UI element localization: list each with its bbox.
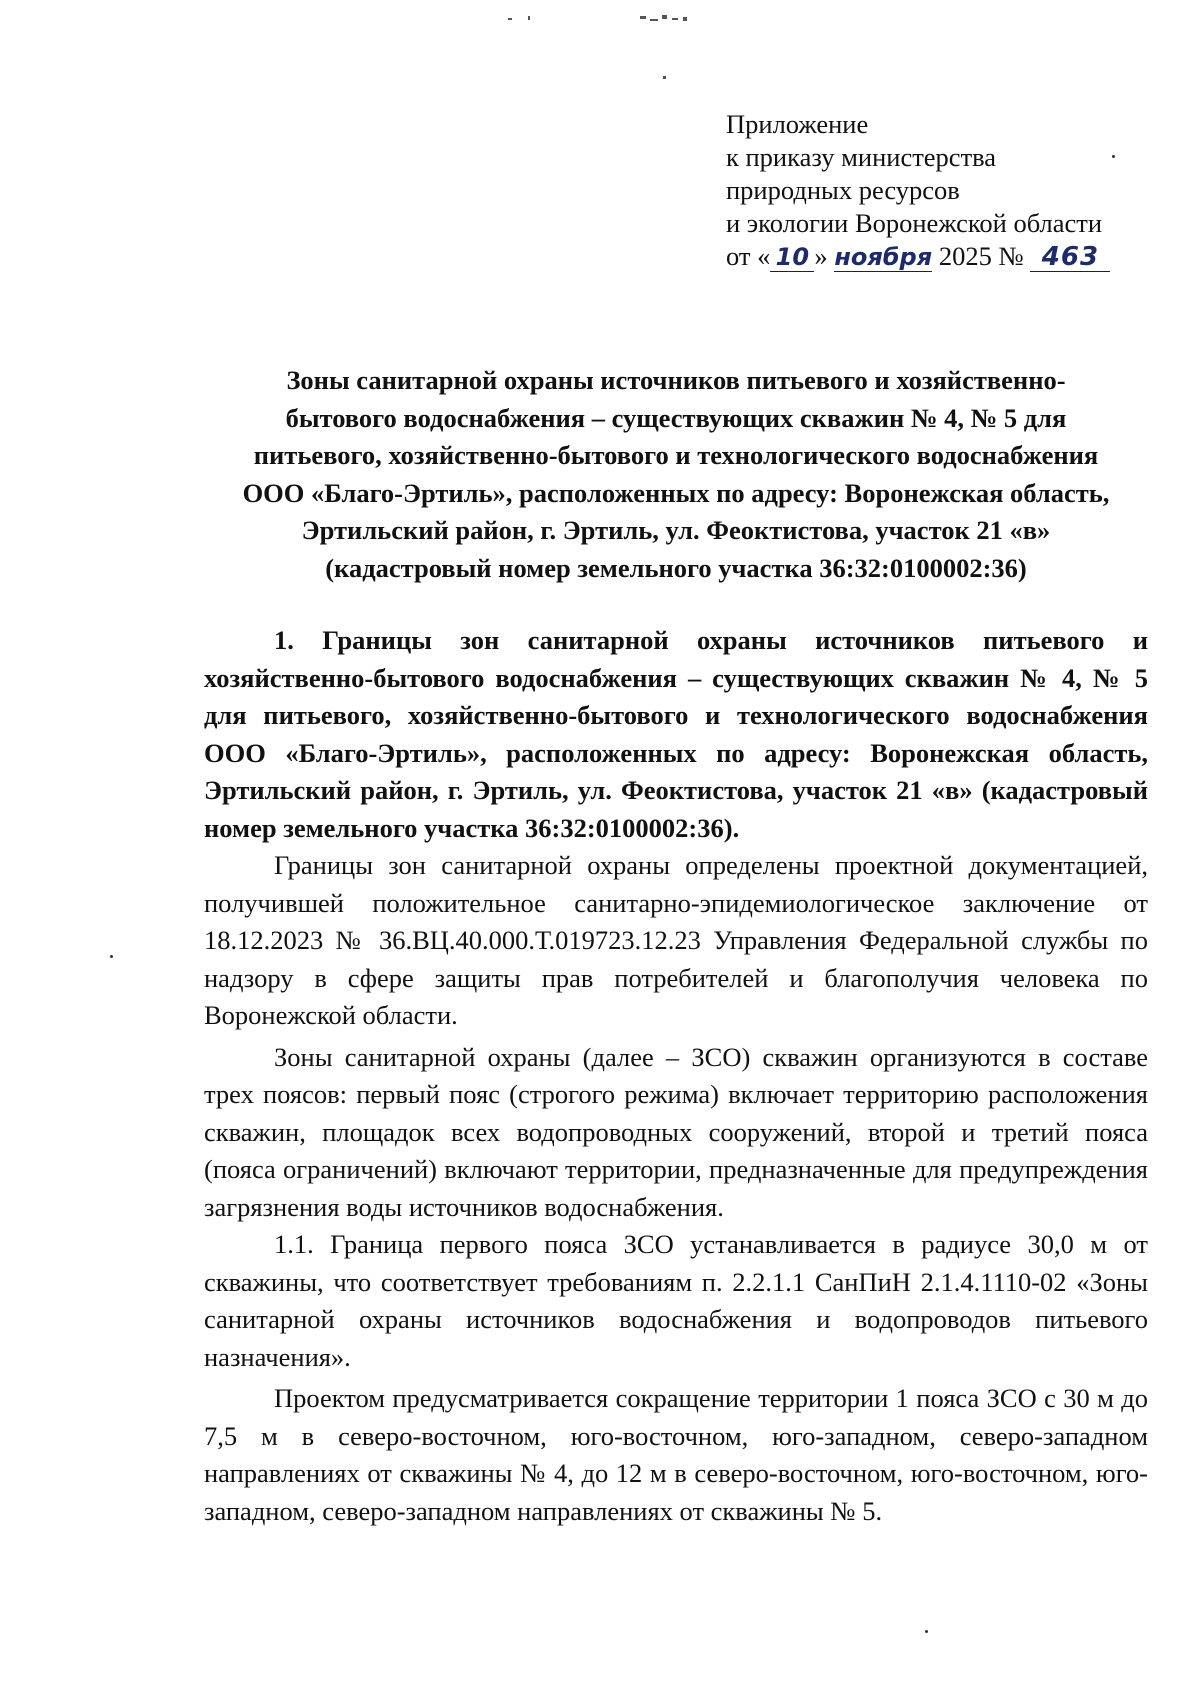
document-title [196, 362, 1156, 587]
paragraph-1: Границы зон санитарной охраны определены проектной документацией, получившей положительное санитарно-эпидемиологическое заключение от 18.12.2023 № 36.ВЦ.40.000.Т.019723.12.23 Управления Федеральной службы по надзору в сфере защиты прав потребителей и благополучия человека по Воронежской области. [204, 850, 1148, 1030]
handwritten-month: ноября [834, 243, 933, 271]
title-line-1: Зоны санитарной охраны источников питьевого и хозяйственно- [286, 365, 1066, 395]
scan-speck [110, 955, 113, 958]
appendix-date-line [726, 240, 1186, 273]
date-prefix: от « [726, 241, 771, 271]
title-line-3: питьевого, хозяйственно-бытового и технологического водоснабжения [253, 440, 1099, 470]
scan-speck [925, 1630, 928, 1633]
handwritten-day: 10 [770, 243, 814, 272]
paragraph-2: Зоны санитарной охраны (далее – ЗСО) скважин организуются в составе трех поясов: первый пояс (строгого режима) включает территорию расположения скважин, площадок всех водопроводных сооружений, второй и третий пояса (пояса ограничений) включают территории, предназначенные для предупреждения загрязнения воды источников водоснабжения. [204, 1041, 1148, 1222]
appendix-header [726, 108, 1186, 273]
paragraph-4: Проектом предусматривается сокращение территории 1 пояса ЗСО с 30 м до 7,5 м в северо-восточном, юго-восточном, юго-западном, северо-западном направлениях от скважины № 4, до 12 м в северо-восточном, юго-восточном, юго-западном, северо-западном направлениях от скважины № 5. [204, 1383, 1148, 1526]
date-quote-close: » [814, 241, 828, 271]
document-body [204, 622, 1148, 1530]
appendix-line-3: природных ресурсов [726, 175, 960, 205]
paragraph-3: 1.1. Граница первого пояса ЗСО устанавливается в радиусе 30,0 м от скважины, что соответствует требованиям п. 2.2.1.1 СанПиН 2.1.4.1110-02 «Зоны санитарной охраны источников водоснабжения и водопроводов питьевого назначения». [204, 1229, 1148, 1372]
appendix-line-2: к приказу министерства [726, 142, 997, 172]
title-line-5: Эртильский район, г. Эртиль, ул. Феоктистова, участок 21 «в» [301, 515, 1051, 545]
title-line-6: (кадастровый номер земельного участка 36:32:0100002:36) [325, 552, 1027, 583]
section-1-heading: 1. Границы зон санитарной охраны источников питьевого и хозяйственно-бытового водоснабжения – существующих скважин № 4, № 5 для питьевого, хозяйственно-бытового и технологического водоснабжения ООО «Благо-Эртиль», расположенных по адресу: Воронежская область, Эртильский район, г. Эртиль, ул. Феоктистова, участок 21 «в» (кадастровый номер земельного участка 36:32:0100002:36). [204, 625, 1148, 843]
date-year: 2025 № [938, 241, 1024, 271]
title-line-4: ООО «Благо-Эртиль», расположенных по адресу: Воронежская область, [242, 477, 1110, 508]
handwritten-order-number: 463 [1030, 243, 1110, 272]
title-line-2: бытового водоснабжения – существующих скважин № 4, № 5 для [285, 402, 1067, 433]
scan-speck [1112, 155, 1115, 158]
scan-artifacts [0, 10, 1200, 90]
appendix-line-1: Приложение [726, 109, 869, 139]
appendix-line-4: и экологии Воронежской области [726, 208, 1103, 238]
